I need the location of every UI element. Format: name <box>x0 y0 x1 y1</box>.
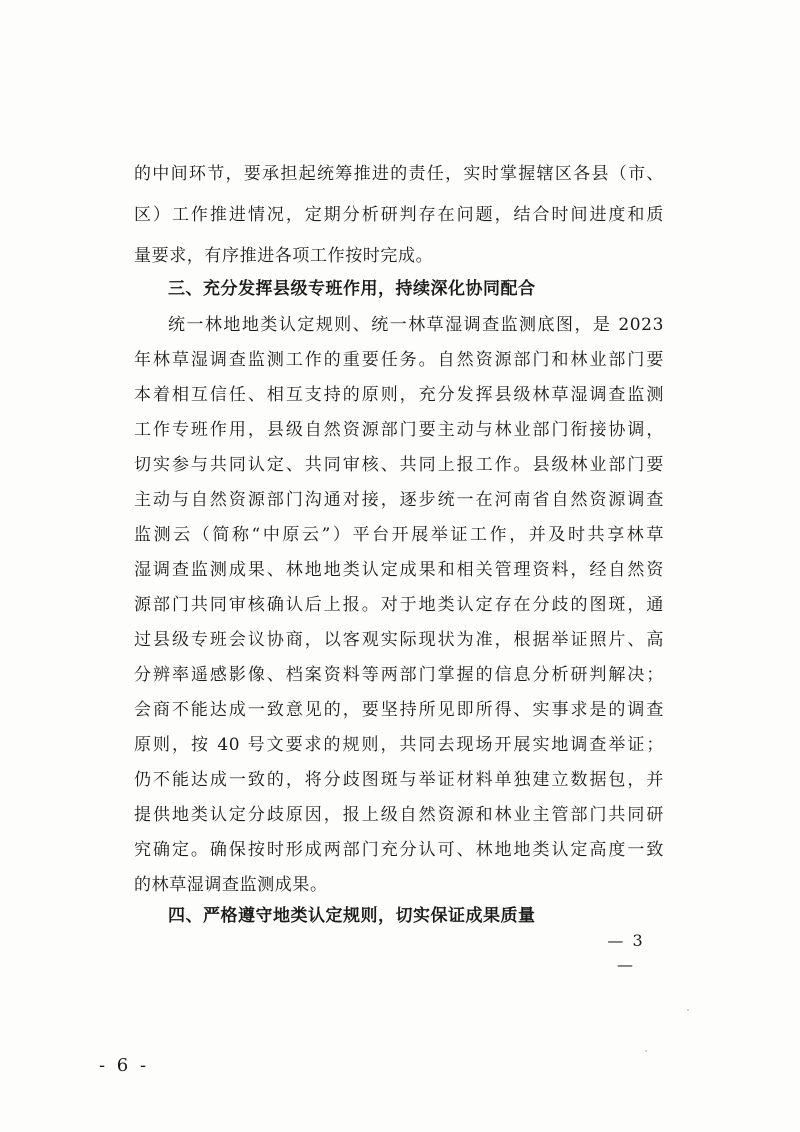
body-text-line: 湿调查监测成果、林地地类认定成果和相关管理资料，经自然资 <box>134 560 664 580</box>
body-text-line: 主动与自然资源部门沟通对接，逐步统一在河南省自然资源调查 <box>134 490 664 510</box>
body-text-line: 量要求，有序推进各项工作按时完成。 <box>134 246 434 266</box>
body-text-line: 过县级专班会议协商，以客观实际现状为准，根据举证照片、高 <box>134 630 664 650</box>
body-text-line: 区）工作推进情况，定期分析研判存在问题，结合时间进度和质 <box>134 205 664 225</box>
body-text-line: 会商不能达成一致意见的，要坚持所见即所得、实事求是的调查 <box>134 700 664 720</box>
body-text-line: 仍不能达成一致的，将分歧图斑与举证材料单独建立数据包，并 <box>134 770 664 790</box>
body-text-line: 统一林地地类认定规则、统一林草湿调查监测底图，是 2023 <box>168 315 664 335</box>
body-text-line: 源部门共同审核确认后上报。对于地类认定存在分歧的图斑，通 <box>134 595 664 615</box>
inner-page-number: — 3 — <box>607 931 645 974</box>
body-text-line: 本着相互信任、相互支持的原则，充分发挥县级林草湿调查监测 <box>134 385 664 405</box>
scan-speck <box>645 1050 647 1052</box>
body-text-line: 的中间环节，要承担起统筹推进的责任，实时掌握辖区各县（市、 <box>134 164 664 184</box>
body-text-line: 工作专班作用，县级自然资源部门要主动与林业部门衔接协调， <box>134 420 664 440</box>
body-text-line: 究确定。确保按时形成两部门充分认可、林地地类认定高度一致 <box>134 840 664 860</box>
scan-speck <box>687 1009 689 1011</box>
body-text-line: 原则，按 40 号文要求的规则，共同去现场开展实地调查举证； <box>134 735 664 755</box>
section-heading-3: 三、充分发挥县级专班作用，持续深化协同配合 <box>168 279 536 299</box>
body-text-line: 分辨率遥感影像、档案资料等两部门掌握的信息分析研判解决； <box>134 665 664 685</box>
body-text-line: 提供地类认定分歧原因，报上级自然资源和林业主管部门共同研 <box>134 805 664 825</box>
section-heading-4: 四、严格遵守地类认定规则，切实保证成果质量 <box>168 906 536 926</box>
body-text-line: 监测云（简称“中原云”）平台开展举证工作，并及时共享林草 <box>134 525 664 545</box>
body-text-line: 切实参与共同认定、共同审核、共同上报工作。县级林业部门要 <box>134 455 664 475</box>
outer-page-number: - 6 - <box>98 1055 150 1076</box>
body-text-line: 年林草湿调查监测工作的重要任务。自然资源部门和林业部门要 <box>134 350 664 370</box>
body-text-line: 的林草湿调查监测成果。 <box>134 875 328 895</box>
